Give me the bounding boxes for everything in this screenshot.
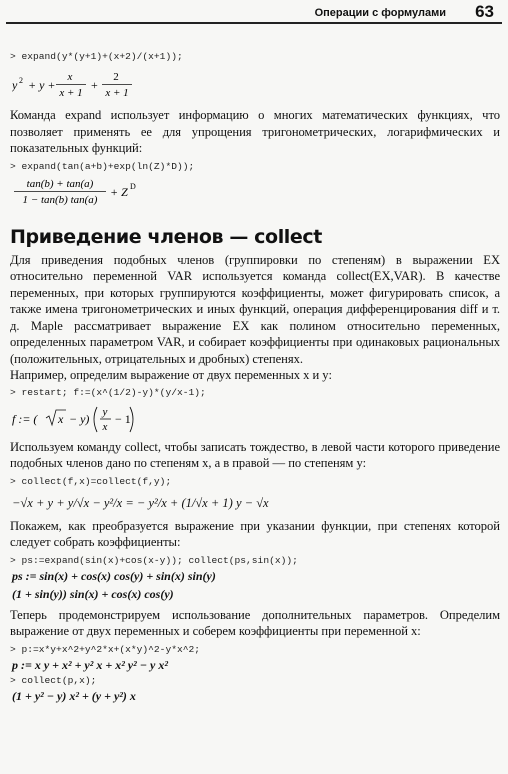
math-f-definition [12,401,212,437]
code-line-collect-fx: > collect(f,x)=collect(f,y); [10,475,172,487]
paragraph-extra-params: Теперь продемонстрируем использование дополнительных параметров. Определим выражение от двух переменных и соберем коэффициенты при переменной x: [10,607,500,638]
code-line-p: > p:=x*y+x^2+y^2*x+(x*y)^2-y*x^2; [10,643,200,655]
math-collect-identity: −√x + y + y/√x − y²/x = − y²/x + (1/√x + 1) y − √x [12,495,269,510]
running-title: Операции с формулами [314,7,446,19]
math1-num2: 2 [113,71,119,83]
math3-tail: − 1 [112,411,131,426]
math3-den: x [102,420,108,433]
math-ps-result: ps := sin(x) + cos(x) cos(y) + sin(x) sin(y) [12,568,216,583]
math2-den: 1 − tan(b) tan(a) [22,193,98,206]
math1-den2: x + 1 [105,87,129,99]
math3-paren-left [94,407,97,432]
math1-sup: 2 [19,76,23,85]
math2-tail-sup: D [130,181,136,191]
code-line-expand: > expand(y*(y+1)+(x+2)/(x+1)); [10,51,183,62]
page-content [10,46,500,705]
math1-plus: + [88,78,101,92]
math-ps-collected: (1 + sin(y)) sin(x) + cos(x) cos(y) [12,586,174,601]
code-line-collect-px: > collect(p,x); [10,674,97,686]
math1-num1: x [67,71,73,83]
section-heading: Приведение членов — collect [10,225,322,248]
math-p-result: p := x y + x² + y² x + x² y² − y x² [12,657,168,672]
math1-mid: + y + [25,78,59,92]
math-expand-result [12,67,212,101]
code-line-restart: > restart; f:=(x^(1/2)-y)*(y/x-1); [10,386,206,398]
page-number: 63 [475,2,494,21]
math1-den1: x + 1 [59,87,83,99]
code-line-ps: > ps:=expand(sin(x)+cos(x-y)); collect(ps,sin(x)); [10,554,298,566]
paragraph-example-intro: Например, определим выражение от двух переменных x и y: [10,368,332,382]
paragraph-expand-info: Команда expand использует информацию о многих математических функциях, что позволяет применять ее для упрощения тригонометрических, логарифмических и показательных функций: [10,108,500,155]
paragraph-collect-description: Для приведения подобных членов (группировки по степеням) в выражении EX относительно переменной VAR используется команда collect(EX,VAR). В качестве переменных, при которых группируются коэффициенты, может фигурировать список, а также имена тригонометрических и иных функций, операция дифференцирования diff и т. д. Maple рассматривает выражение EX как полином относительно переменных, определенных параметром VAR, и собирает коэффициенты при одинаковых рациональных (положительных, отрицательных и дробных) степенях. [10,252,500,366]
math-p-collected: (1 + y² − y) x² + (y + y²) x [12,688,136,703]
paragraph-collect-usage: Используем команду collect, чтобы записать тождество, в левой части которого приведение подобных членов дано по степеням x, а в правой — по степеням y: [10,439,500,470]
math1-lhs: y [12,78,18,92]
math3-sqrt-arg: x [58,411,64,426]
paragraph-function-collect: Покажем, как преобразуется выражение при указании функции, при степенях которой следует собрать коэффициенты: [10,518,500,549]
code-line-expand-tan: > expand(tan(a+b)+exp(ln(Z)*D)); [10,160,195,172]
math2-tail: + Z [110,184,128,199]
math2-num: tan(b) + tan(a) [26,177,94,190]
math3-minus: − y) [66,411,90,426]
math3-num: y [102,405,108,418]
page-header [0,0,508,24]
math3-lhs: f := ( [12,411,38,426]
math-tan-result [14,175,214,207]
header-rule [6,22,502,24]
